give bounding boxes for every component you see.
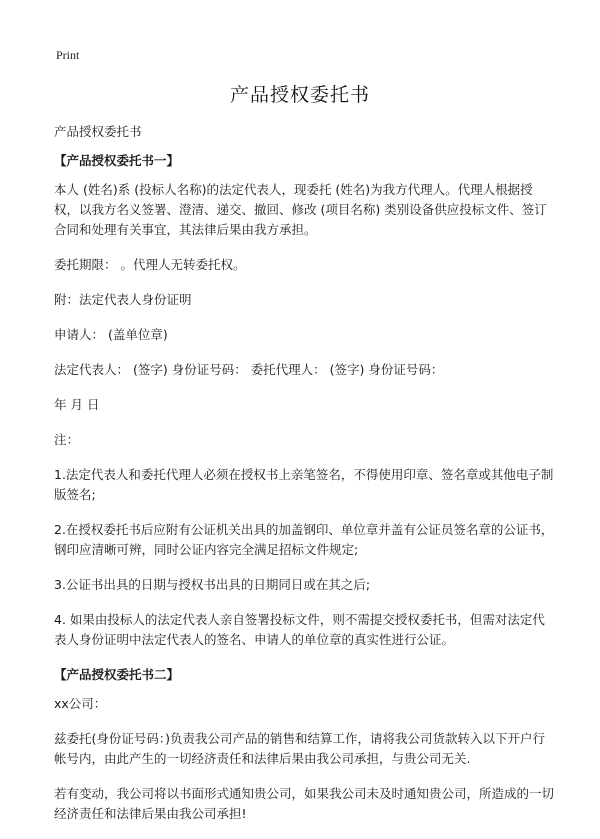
print-link[interactable]: Print <box>56 48 80 62</box>
document-body <box>54 122 554 839</box>
document-subtitle: 产品授权委托书 <box>54 124 142 139</box>
paragraph: 1.法定代表人和委托代理人必须在授权书上亲笔签名，不得使用印章、签名章或其他电子制版签名; <box>54 467 554 502</box>
document-title: 产品授权委托书 <box>229 84 370 106</box>
paragraph: 4. 如果由投标人的法定代表人亲自签署投标文件，则不需提交授权委托书，但需对法定代表人身份证明中法定代表人的签名、申请人的单位章的真实性进行公证。 <box>54 612 545 647</box>
section-heading-2: 【产品授权委托书二】 <box>54 667 180 682</box>
section-heading-1: 【产品授权委托书一】 <box>54 153 180 168</box>
paragraph: 申请人： (盖单位章) <box>54 327 168 342</box>
paragraph: 注： <box>54 432 80 447</box>
paragraph: 兹委托(身份证号码：)负责我公司产品的销售和结算工作，请将我公司货款转入以下开户行帐号内，由此产生的一切经济责任和法律后果由我公司承担，与贵公司无关. <box>54 731 546 766</box>
paragraph: 附：法定代表人身份证明 <box>54 292 192 307</box>
paragraph: 年 月 日 <box>54 397 100 412</box>
paragraph: 3.公证书出具的日期与授权书出具的日期同日或在其之后; <box>54 577 371 592</box>
paragraph: 委托期限： 。代理人无转委托权。 <box>54 257 246 272</box>
paragraph: xx公司： <box>54 696 107 711</box>
paragraph: 法定代表人： (签字) 身份证号码： 委托代理人： (签字) 身份证号码： <box>54 362 444 377</box>
paragraph: 2.在授权委托书后应附有公证机关出具的加盖钢印、单位章并盖有公证员签名章的公证书，钢印应清晰可辨，同时公证内容完全满足招标文件规定; <box>54 522 554 557</box>
paragraph: 若有变动，我公司将以书面形式通知贵公司，如果我公司未及时通知贵公司，所造成的一切经济责任和法律后果由我公司承担! <box>54 786 555 821</box>
paragraph: 本人 (姓名)系 (投标人名称)的法定代表人，现委托 (姓名)为我方代理人。代理人根据授权，以我方名义签署、澄清、递交、撤回、修改 (项目名称) 类别设备供应投标文件、签订合同和处理有关事宜，其法律后果由我方承担。 <box>54 182 547 237</box>
